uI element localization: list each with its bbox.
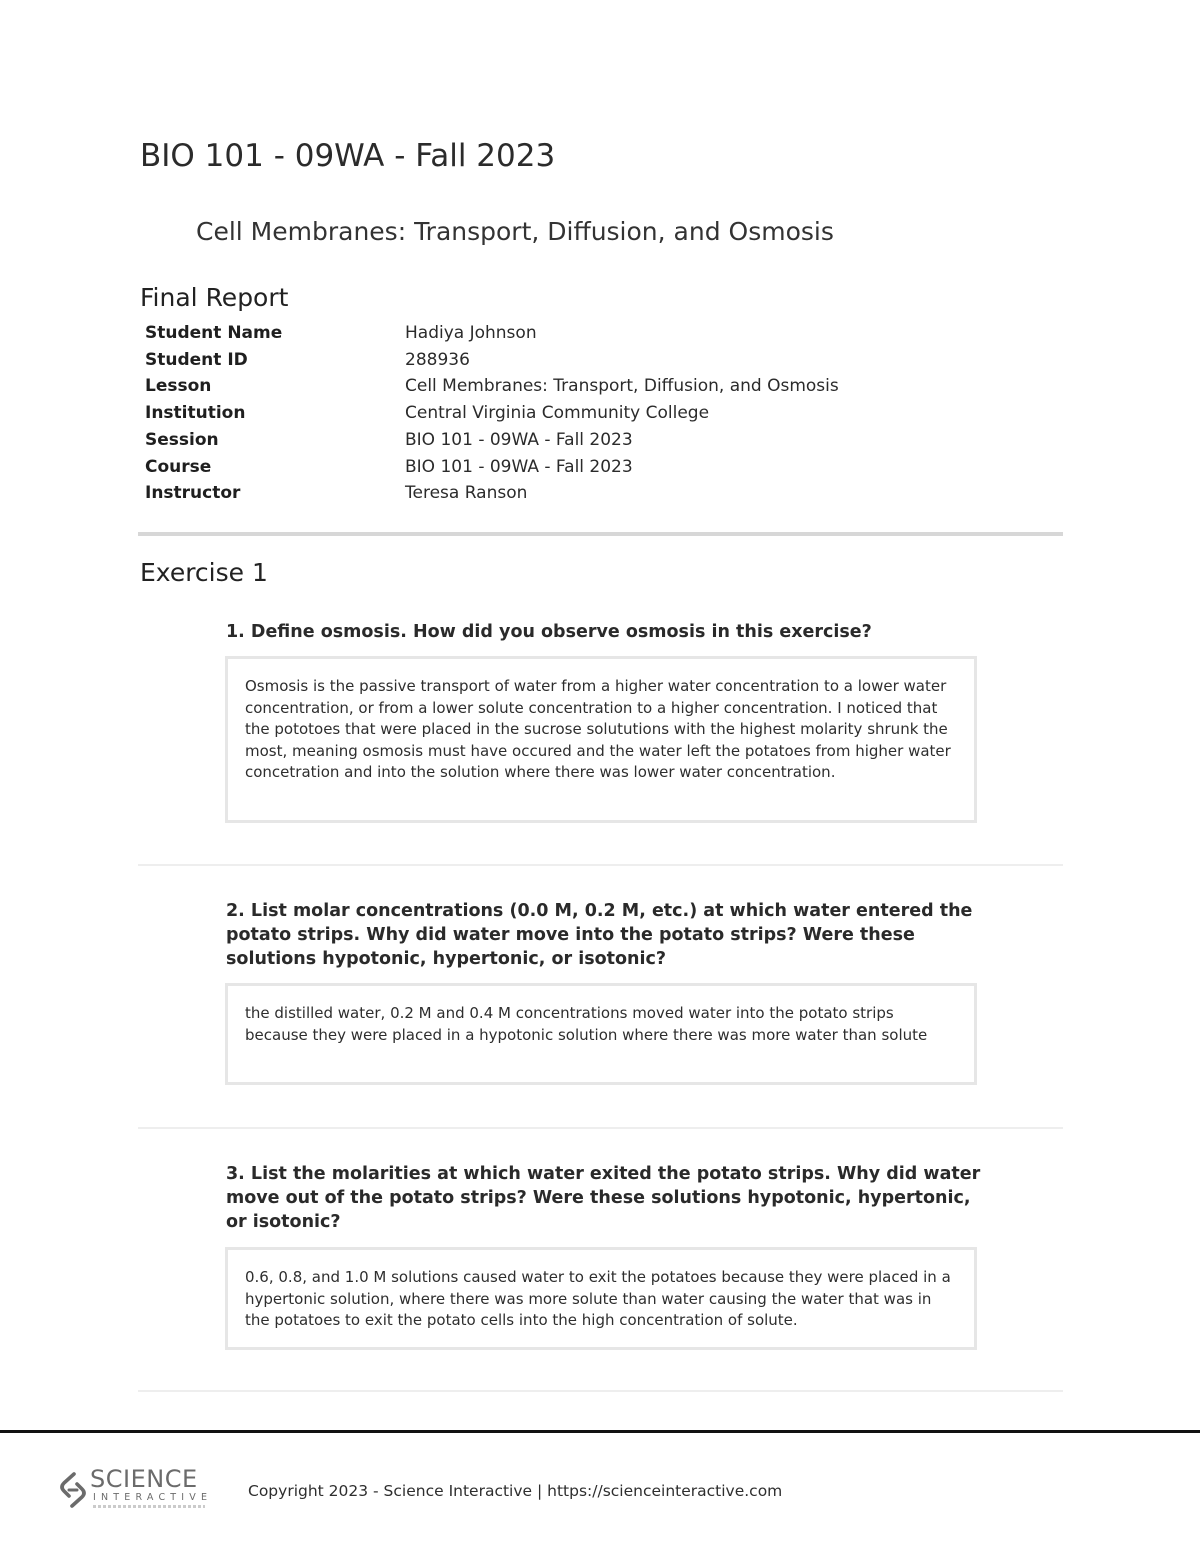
question-divider [138,864,1063,866]
lab-title: Cell Membranes: Transport, Diffusion, and Osmosis [196,217,834,246]
info-row-institution [145,400,839,427]
logo-tagline [93,1505,205,1508]
science-interactive-logo [58,1465,213,1514]
info-label: Lesson [145,376,212,397]
question-2: 2. List molar concentrations (0.0 M, 0.2 M, etc.) at which water entered the potato strips. Why did water move into the potato strips? Were these solutions hypotonic, hypertonic, or isotonic? [226,901,973,969]
footer-divider [0,1430,1200,1433]
info-value: Teresa Ranson [405,483,528,504]
student-info-table [145,320,839,507]
answer-2: the distilled water, 0.2 M and 0.4 M concentrations moved water into the potato strips because they were placed in a hypotonic solution where there was more water than solute [225,983,977,1085]
question-divider [138,1390,1063,1392]
info-row-student-id [145,347,839,374]
section-divider [138,532,1063,536]
info-label: Instructor [145,483,241,504]
info-value: 288936 [405,349,470,370]
info-row-lesson [145,373,839,400]
question-1: 1. Define osmosis. How did you observe osmosis in this exercise? [226,622,872,642]
logo-wordmark-science: SCIENCE [90,1465,198,1493]
info-label: Session [145,429,219,450]
copyright-text: Copyright 2023 - Science Interactive | https://scienceinteractive.com [248,1482,783,1500]
info-label: Student ID [145,349,248,370]
info-row-course [145,454,839,481]
info-value: BIO 101 - 09WA - Fall 2023 [405,456,633,477]
info-row-instructor [145,480,839,507]
logo-wordmark-interactive: INTERACTIVE [93,1492,213,1503]
course-title: BIO 101 - 09WA - Fall 2023 [140,138,556,174]
info-row-student-name [145,320,839,347]
info-value: Cell Membranes: Transport, Diffusion, and Osmosis [405,376,839,397]
exercise-heading: Exercise 1 [140,558,268,587]
info-row-session [145,427,839,454]
info-value: Central Virginia Community College [405,403,710,424]
info-label: Student Name [145,323,283,343]
info-value: BIO 101 - 09WA - Fall 2023 [405,429,633,450]
answer-1: Osmosis is the passive transport of water from a higher water concentration to a lower water concentration, or from a lower solute concentration to a higher concentration. I noticed that the pototoes that were placed in the sucrose solututions with the highest molarity shrunk the most, meaning osmosis must have occured and the water left the potatoes from higher water concetration and into the solution where there was lower water concentration. [225,656,977,823]
logo-mark-icon [58,1470,88,1510]
info-label: Course [145,456,212,477]
report-heading: Final Report [140,283,289,312]
question-3: 3. List the molarities at which water exited the potato strips. Why did water move out of the potato strips? Were these solutions hypotonic, hypertonic, or isotonic? [226,1164,981,1232]
answer-3: 0.6, 0.8, and 1.0 M solutions caused water to exit the potatoes because they were placed in a hypertonic solution, where there was more solute than water causing the water that was in the potatoes to exit the potato cells into the high concentration of solute. [225,1247,977,1350]
info-value: Hadiya Johnson [405,323,537,343]
info-label: Institution [145,403,246,424]
question-divider [138,1127,1063,1129]
